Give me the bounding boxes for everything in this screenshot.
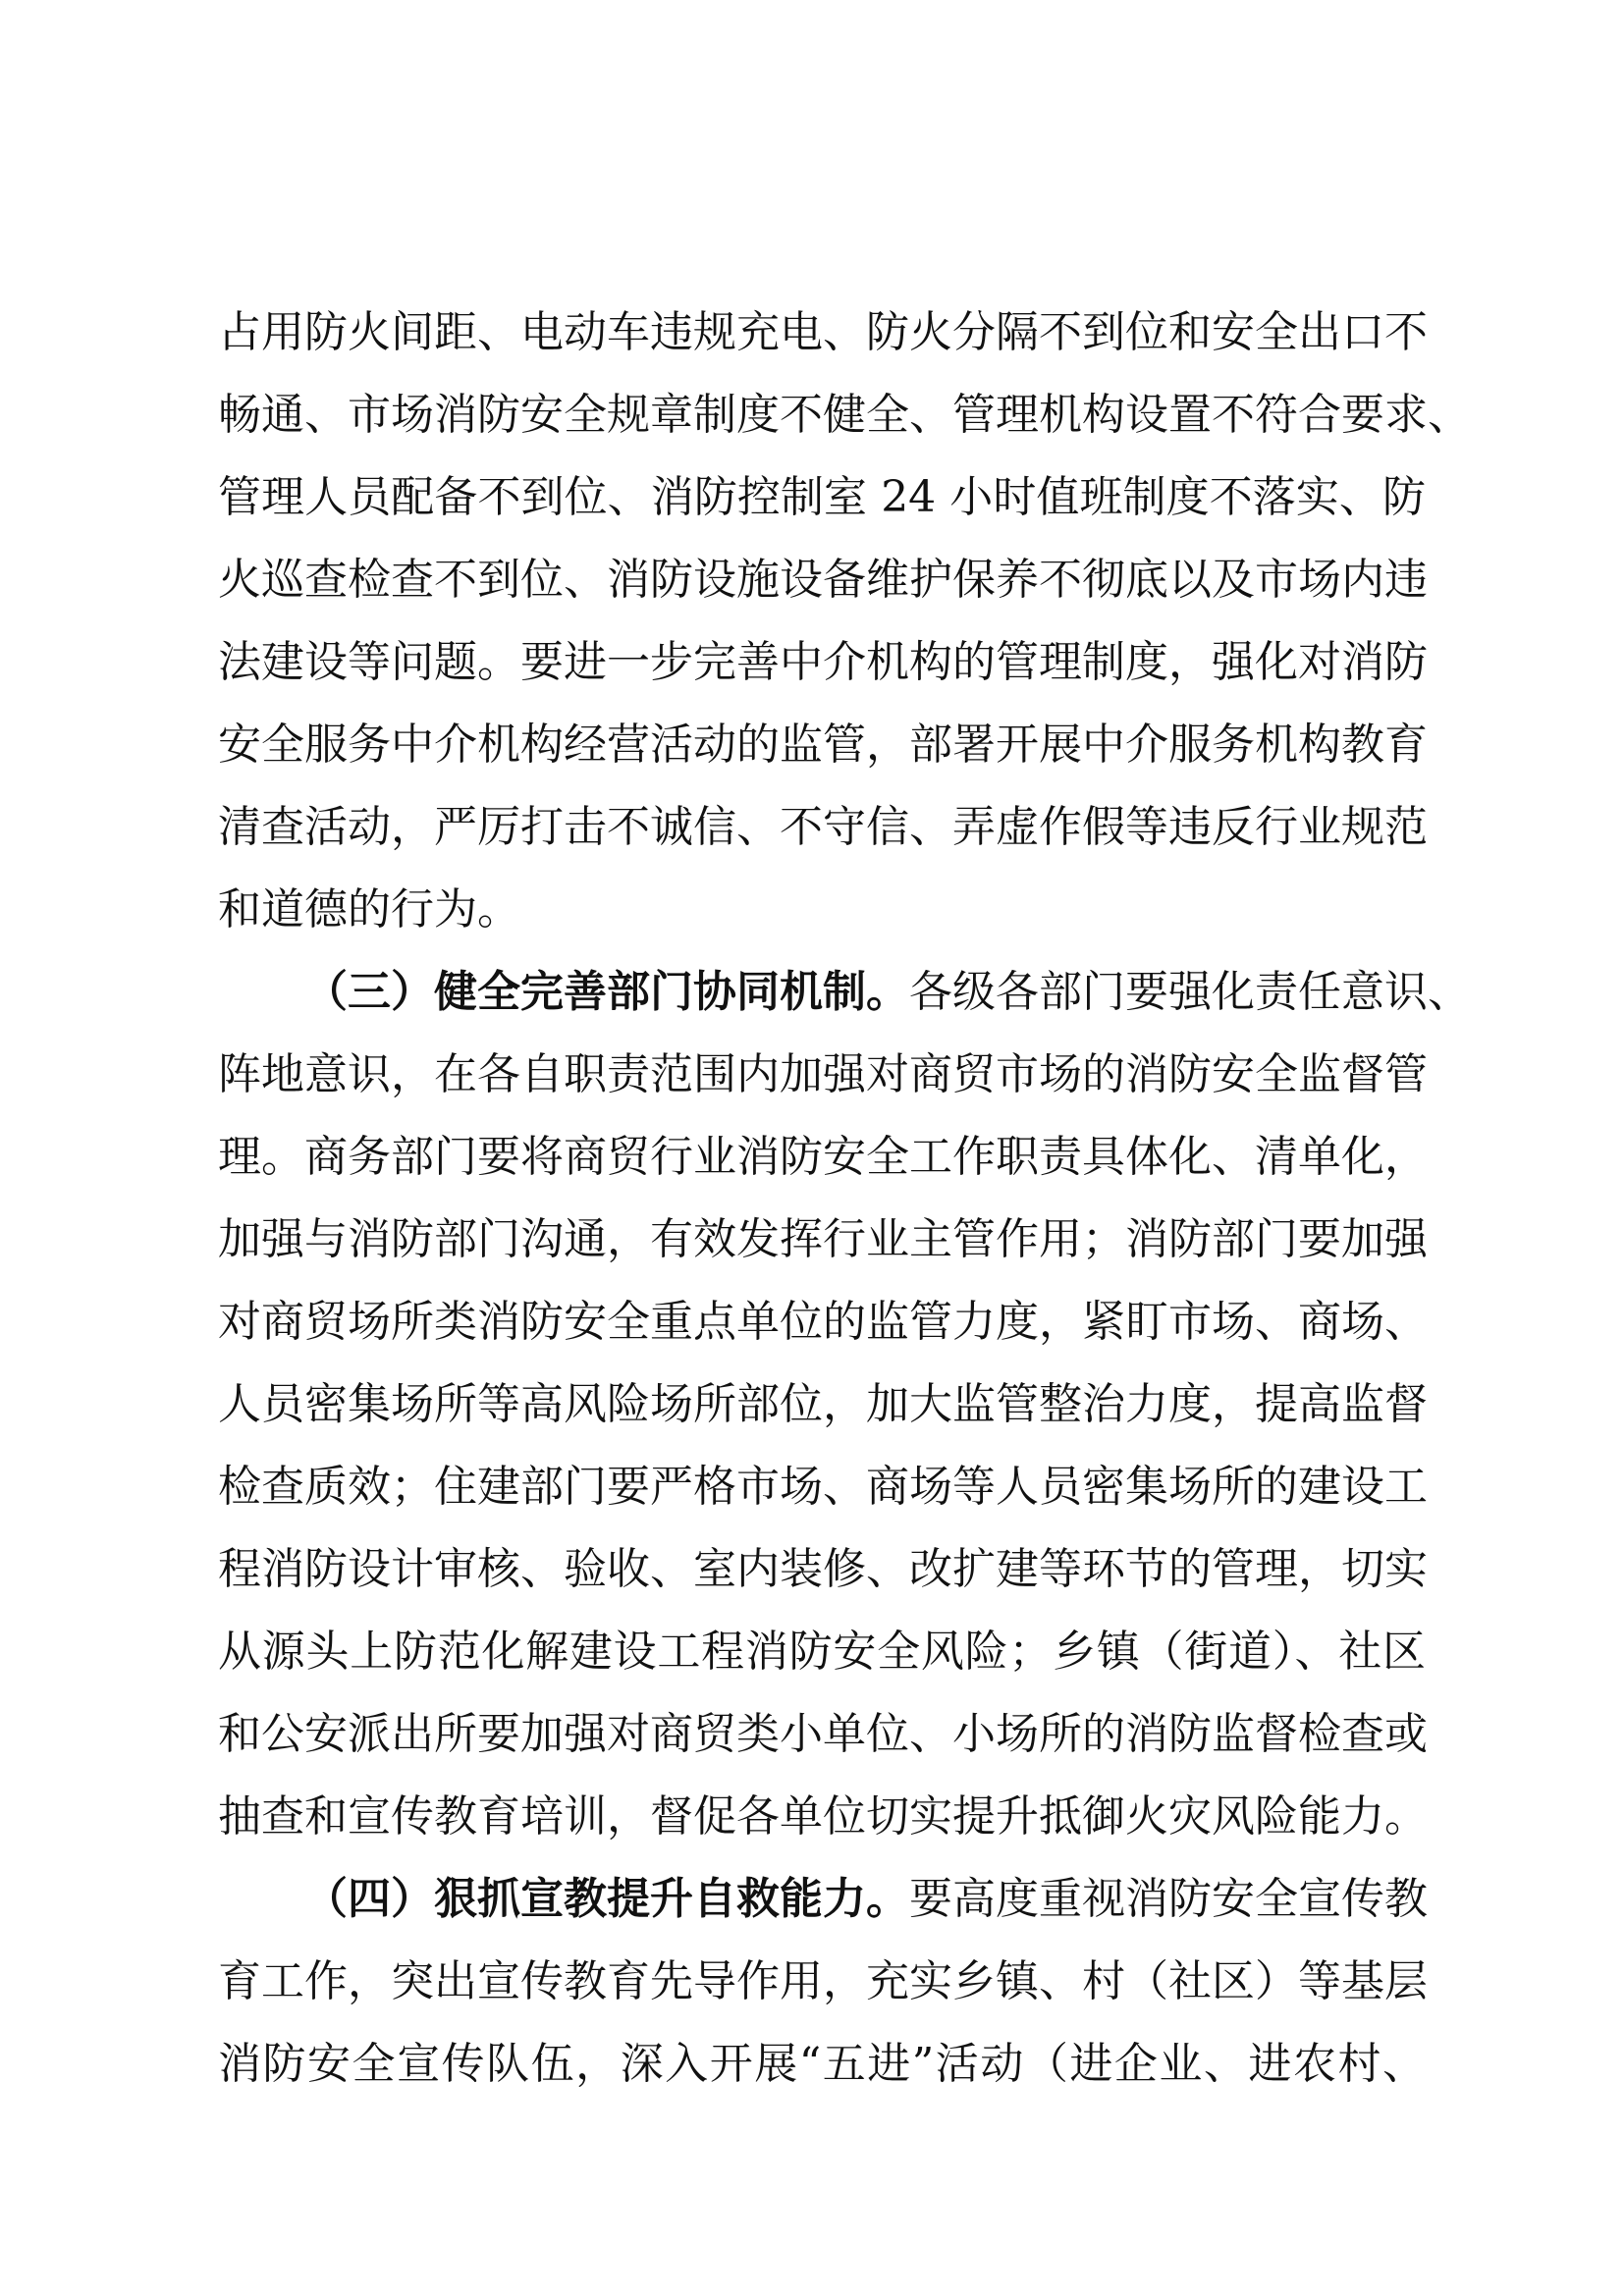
section-heading: （四）狠抓宣教提升自救能力。	[304, 1874, 909, 1924]
text-line: 清查活动，严厉打击不诚信、不守信、弄虚作假等违反行业规范	[218, 802, 1428, 852]
body-text	[218, 292, 1471, 2106]
text-line: 消防安全宣传队伍，深入开展“五进”活动（进企业、进农村、	[218, 2039, 1426, 2089]
text-line: 安全服务中介机构经营活动的监管，部署开展中介服务机构教育	[218, 720, 1428, 770]
text-line: 从源头上防范化解建设工程消防安全风险；乡镇（街道）、社区	[218, 1627, 1426, 1677]
text-line: 阵地意识，在各自职责范围内加强对商贸市场的消防安全监督管	[218, 1049, 1428, 1099]
text-line: 管理人员配备不到位、消防控制室 24 小时值班制度不落实、防	[218, 472, 1426, 522]
text-line: 理。商务部门要将商贸行业消防安全工作职责具体化、清单化，	[218, 1132, 1428, 1182]
text-line: 加强与消防部门沟通，有效发挥行业主管作用；消防部门要加强	[218, 1214, 1428, 1264]
text-line: 占用防火间距、电动车违规充电、防火分隔不到位和安全出口不	[218, 307, 1428, 357]
text-line: 火巡查检查不到位、消防设施设备维护保养不彻底以及市场内违	[218, 555, 1428, 605]
text-line: 和道德的行为。	[218, 884, 520, 934]
paragraph-first-line	[218, 951, 1471, 1034]
section-heading: （三）健全完善部门协同机制。	[304, 967, 909, 1017]
text-line: 程消防设计审核、验收、室内装修、改扩建等环节的管理，切实	[218, 1544, 1428, 1594]
text-line: 人员密集场所等高风险场所部位，加大监管整治力度，提高监督	[218, 1379, 1428, 1429]
text-line: 对商贸场所类消防安全重点单位的监管力度，紧盯市场、商场、	[218, 1297, 1428, 1347]
text-run: 要高度重视消防安全宣传教	[909, 1874, 1428, 1924]
paragraph-first-line	[218, 1858, 1426, 1941]
text-line: 育工作，突出宣传教育先导作用，充实乡镇、村（社区）等基层	[218, 1956, 1428, 2006]
text-line: 法建设等问题。要进一步完善中介机构的管理制度，强化对消防	[218, 637, 1428, 687]
text-run: 各级各部门要强化责任意识、	[909, 967, 1471, 1017]
text-line: 抽查和宣传教育培训，督促各单位切实提升抵御火灾风险能力。	[218, 1791, 1428, 1842]
text-line: 和公安派出所要加强对商贸类小单位、小场所的消防监督检查或	[218, 1709, 1428, 1759]
text-line: 检查质效；住建部门要严格市场、商场等人员密集场所的建设工	[218, 1462, 1428, 1512]
text-line: 畅通、市场消防安全规章制度不健全、管理机构设置不符合要求、	[218, 390, 1471, 440]
